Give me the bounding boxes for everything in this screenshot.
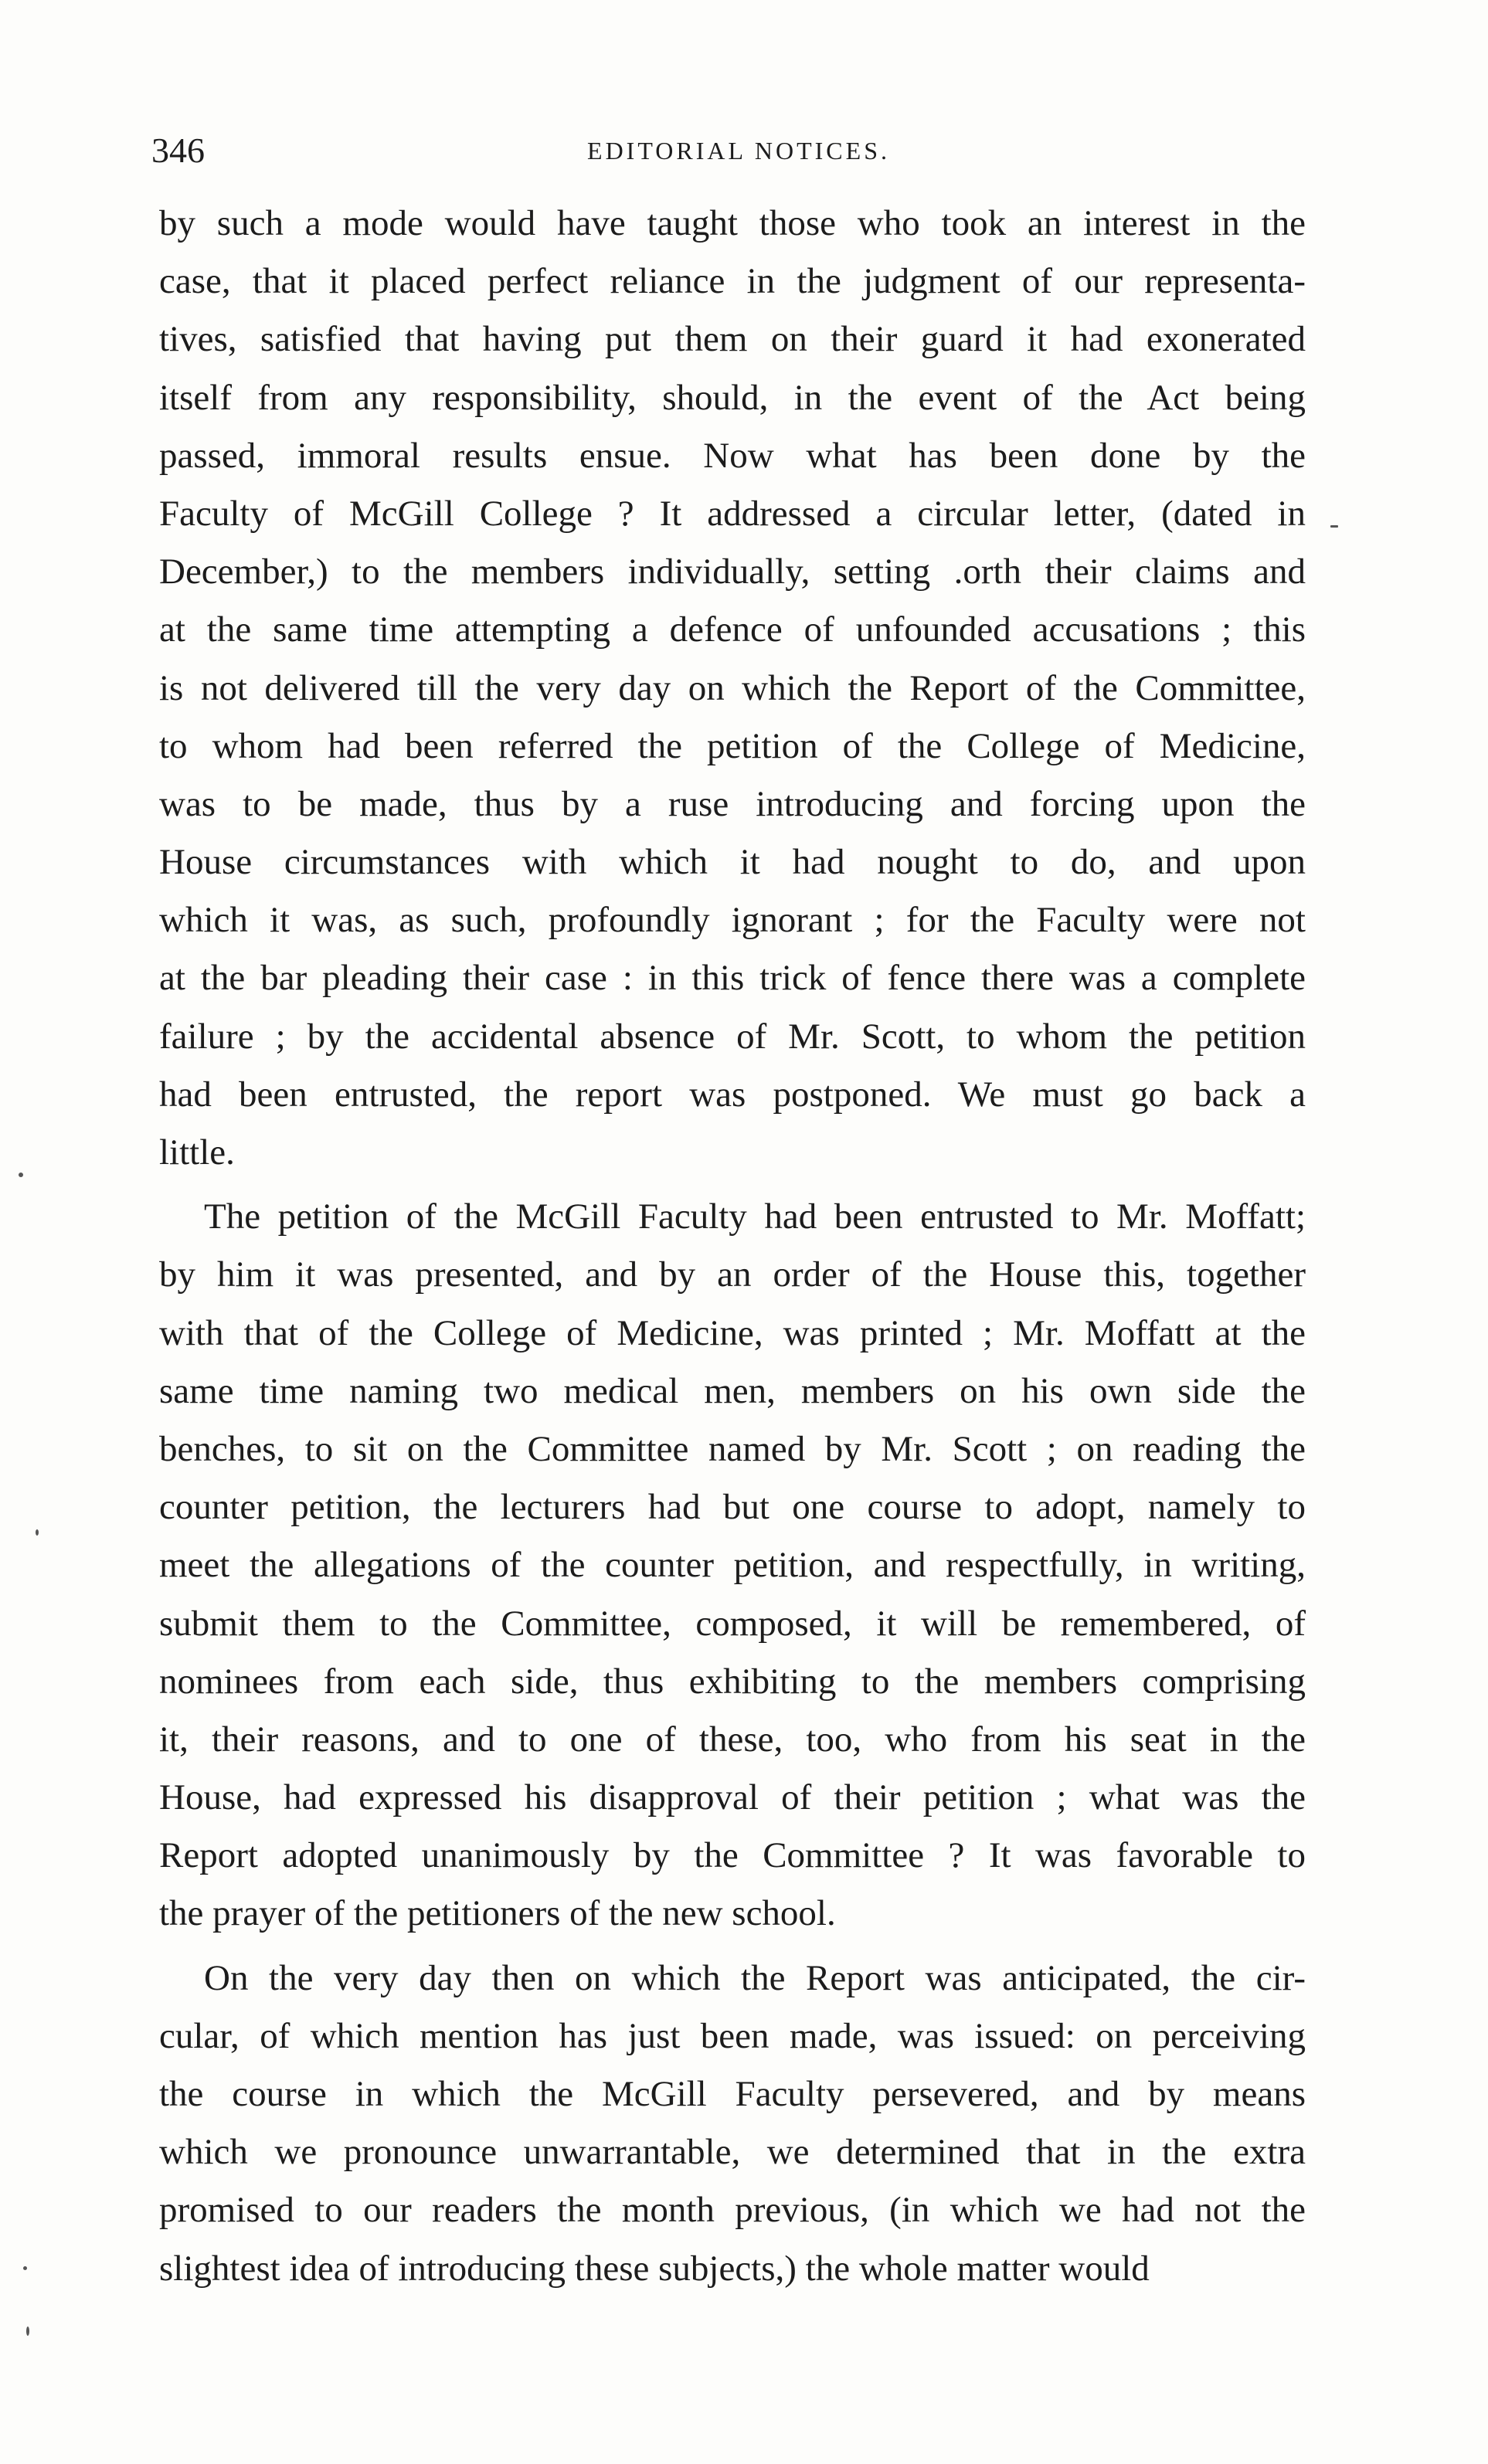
text-line: On the very day then on which the Report was anticipated, the cir-: [204, 1957, 1306, 1998]
text-line: had been entrusted, the report was postponed. We must go back a: [159, 1074, 1306, 1115]
text-line: with that of the College of Medicine, was printed ; Mr. Moffatt at the: [159, 1312, 1306, 1353]
text-line: case, that it placed perfect reliance in the judgment of our representa-: [159, 261, 1306, 302]
margin-speck: [19, 1173, 23, 1177]
text-line: House circumstances with which it had nought to do, and upon: [159, 842, 1306, 883]
paragraph-gap: [159, 1182, 1306, 1188]
text-line: which we pronounce unwarrantable, we determined that in the extra: [159, 2132, 1306, 2173]
text-line: promised to our readers the month previous, (in which we had not the: [159, 2190, 1306, 2231]
text-line: the course in which the McGill Faculty persevered, and by means: [159, 2074, 1306, 2114]
page-number: 346: [151, 131, 205, 170]
text-line: benches, to sit on the Committee named by Mr. Scott ; on reading the: [159, 1428, 1306, 1469]
margin-speck: [23, 2266, 27, 2270]
running-head: [151, 124, 1295, 178]
text-line: Faculty of McGill College ? It addressed a circular letter, (dated in: [159, 493, 1306, 534]
text-line: at the bar pleading their case : in this trick of fence there was a complete: [159, 958, 1306, 999]
text-line: which it was, as such, profoundly ignorant ; for the Faculty were not: [159, 900, 1306, 941]
text-line: nominees from each side, thus exhibiting to the members comprising: [159, 1661, 1306, 1702]
text-line: passed, immoral results ensue. Now what has been done by the: [159, 435, 1306, 476]
paragraph: [159, 1188, 1306, 1943]
text-line: little.: [159, 1132, 235, 1173]
text-line: The petition of the McGill Faculty had been entrusted to Mr. Moffatt;: [204, 1196, 1306, 1237]
text-line: by such a mode would have taught those who took an interest in the: [159, 203, 1306, 243]
text-line: December,) to the members individually, setting .orth their claims and: [159, 552, 1306, 592]
margin-speck: [36, 1529, 39, 1536]
text-line: it, their reasons, and to one of these, too, who from his seat in the: [159, 1719, 1306, 1760]
text-line: by him it was presented, and by an order of the House this, together: [159, 1254, 1306, 1295]
body-text: [159, 195, 1306, 2298]
text-line: is not delivered till the very day on which the Report of the Committee,: [159, 667, 1306, 708]
text-line: at the same time attempting a defence of unfounded accusations ; this: [159, 609, 1306, 650]
text-line: Report adopted unanimously by the Committee ? It was favorable to: [159, 1835, 1306, 1876]
text-line: itself from any responsibility, should, in the event of the Act being: [159, 377, 1306, 418]
text-line: slightest idea of introducing these subjects,) the whole matter would: [159, 2248, 1150, 2289]
text-line: to whom had been referred the petition of the College of Medicine,: [159, 725, 1306, 766]
text-line: failure ; by the accidental absence of Mr. Scott, to whom the petition: [159, 1016, 1306, 1057]
text-line: tives, satisfied that having put them on their guard it had exonerated: [159, 319, 1306, 360]
text-line: the prayer of the petitioners of the new school.: [159, 1893, 836, 1934]
paragraph: [159, 1950, 1306, 2298]
text-line: was to be made, thus by a ruse introducing and forcing upon the: [159, 783, 1306, 824]
text-line: same time naming two medical men, members on his own side the: [159, 1370, 1306, 1411]
text-line: submit them to the Committee, composed, it will be remembered, of: [159, 1603, 1306, 1644]
margin-speck: [1330, 525, 1338, 528]
text-line: meet the allegations of the counter petition, and respectfully, in writing,: [159, 1545, 1306, 1586]
running-head-title: EDITORIAL NOTICES.: [587, 137, 890, 165]
paragraph-gap: [159, 1943, 1306, 1950]
text-line: counter petition, the lecturers had but one course to adopt, namely to: [159, 1487, 1306, 1528]
text-line: cular, of which mention has just been made, was issued: on perceiving: [159, 2015, 1306, 2056]
margin-speck: [26, 2327, 29, 2336]
text-line: House, had expressed his disapproval of their petition ; what was the: [159, 1777, 1306, 1818]
paragraph: [159, 195, 1306, 1182]
